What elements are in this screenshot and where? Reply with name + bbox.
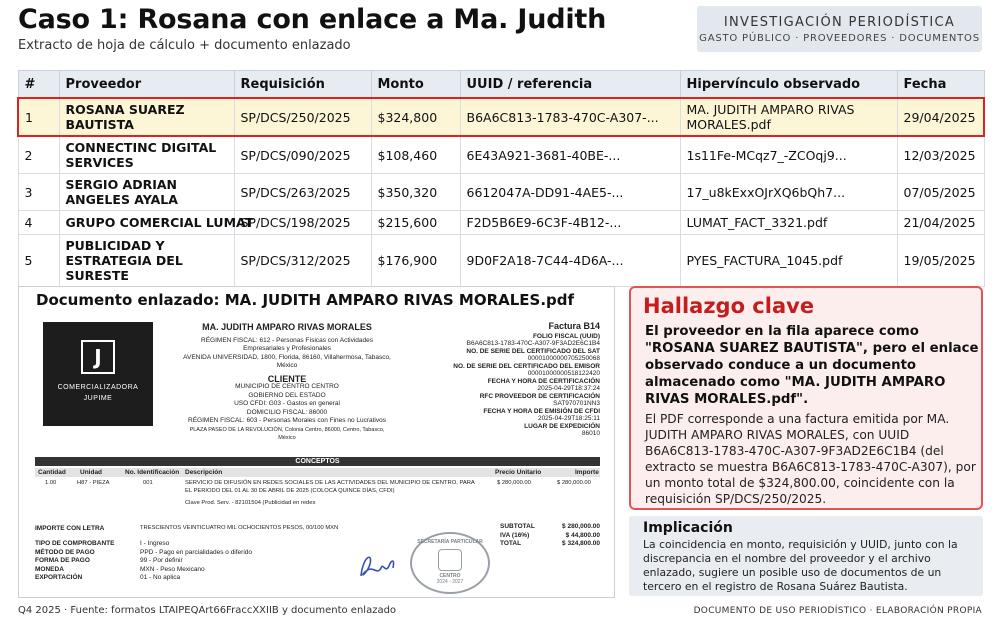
table-row xyxy=(18,136,984,174)
emit-date-value: 2025-04-29T18:25:11 xyxy=(537,415,600,422)
footer-credit: DOCUMENTO DE USO PERIODÍSTICO · ELABORACIÓN PROPIA xyxy=(693,606,982,616)
invoice-meta xyxy=(35,540,335,583)
meta-label: TIPO DE COMPROBANTE xyxy=(35,540,115,547)
provider-table xyxy=(17,70,985,287)
meta-value: MXN - Peso Mexicano xyxy=(140,565,205,573)
cell-link[interactable]: 17_u8kExxOJrXQ6bQh7... xyxy=(680,174,897,211)
logo-mark-icon xyxy=(81,340,115,374)
footer-source: Q4 2025 · Fuente: formatos LTAIPEQArt66FraccXXIIB y documento enlazado xyxy=(18,605,397,616)
total-label: SUBTOTAL xyxy=(500,523,535,530)
meta-label: MONEDA xyxy=(35,565,64,573)
cert-emisor-label: NO. DE SERIE DEL CERTIFICADO DEL EMISOR xyxy=(453,362,600,370)
key-finding-panel xyxy=(629,286,983,510)
invoice-number: Factura B14 xyxy=(548,321,600,331)
client-address: PLAZA PASEO DE LA REVOLUCIÓN, Colonia Centro, 86000, Centro, Tabasco, México xyxy=(189,426,385,441)
issuer-regime: RÉGIMEN FISCAL: 612 - Personas Físicas con Actividades Empresariales y Profesionales xyxy=(201,336,373,352)
cell-requisition: SP/DCS/312/2025 xyxy=(234,235,371,287)
cell-amount: $215,600 xyxy=(371,211,460,235)
cert-emisor-value: 00001000000518122420 xyxy=(527,370,600,377)
finding-heading: Hallazgo clave xyxy=(643,294,815,318)
cell-number: 2 xyxy=(18,136,59,174)
cell-date: 12/03/2025 xyxy=(897,136,984,174)
cell-link[interactable]: PYES_FACTURA_1045.pdf xyxy=(680,235,897,287)
client-label: CLIENTE xyxy=(267,373,307,384)
place-label: LUGAR DE EXPEDICIÓN xyxy=(524,422,600,430)
concept-amount: $ 280,000.00 xyxy=(557,480,591,486)
stamp-text: SECRETARÍA PARTICULAR xyxy=(417,539,483,545)
finding-body-text: El PDF corresponde a una factura emitida por MA. JUDITH AMPARO RIVAS MORALES, con UUID B6A6C813-1783-470C-A307-9F3AD2E6C1B4 (del extracto se muestra B6A6C813-1783-470C-A307), por un monto total de $324,800.00, coincidente con la requisición SP/DCS/250/2025. xyxy=(645,412,976,506)
folio-label: FOLIO FISCAL (UUID) xyxy=(532,332,600,340)
cert-date-label: FECHA Y HORA DE CERTIFICACIÓN xyxy=(487,377,600,385)
rfc-value: SAT970701NN3 xyxy=(553,400,600,407)
concept-col-amount: Importe xyxy=(575,469,599,476)
cell-requisition: SP/DCS/090/2025 xyxy=(234,136,371,174)
cell-provider: CONNECTINC DIGITAL SERVICES xyxy=(59,136,234,174)
invoice-totals xyxy=(500,523,600,549)
cell-date: 19/05/2025 xyxy=(897,235,984,287)
page-title: Caso 1: Rosana con enlace a Ma. Judith xyxy=(18,4,607,35)
table-row xyxy=(18,174,984,211)
concept-col-qty: Cantidad xyxy=(38,469,66,476)
cell-number: 3 xyxy=(18,174,59,211)
stamp-bottom: CENTRO xyxy=(439,573,461,579)
concept-desc: SERVICIO DE DIFUSIÓN EN REDES SOCIALES DE LAS ACTIVIDADES DEL MUNICIPIO DE CENTRO, PARA EL PERIODO DEL 01 AL 30 DE ABRIL DE 2025 (COLOCA QUINCE DÍAS, CFDI) xyxy=(185,480,475,494)
cell-link[interactable]: LUMAT_FACT_3321.pdf xyxy=(680,211,897,235)
meta-value: 99 - Por definir xyxy=(140,557,183,564)
column-header-requisition: Requisición xyxy=(234,71,371,99)
concept-note: Clave Prod. Serv. - 82101504 (Publicidad en redes xyxy=(185,500,316,506)
company-logo xyxy=(43,322,153,426)
concepts-header-row xyxy=(35,468,600,477)
column-header-link: Hipervínculo observado xyxy=(680,71,897,99)
meta-label: MÉTODO DE PAGO xyxy=(35,548,95,556)
cert-sat-value: 00001000000705250068 xyxy=(527,355,600,362)
meta-label: EXPORTACIÓN xyxy=(35,574,83,581)
issuer-name: MA. JUDITH AMPARO RIVAS MORALES xyxy=(202,322,372,332)
category-badge xyxy=(697,6,982,52)
client-regime: RÉGIMEN FISCAL: 603 - Personas Morales con Fines no Lucrativos xyxy=(188,417,386,424)
column-header-amount: Monto xyxy=(371,71,460,99)
cell-provider: GRUPO COMERCIAL LUMAT xyxy=(59,211,234,235)
cell-uuid: 6E43A921-3681-40BE-... xyxy=(460,136,680,174)
client-name: MUNICIPIO DE CENTRO CENTRO xyxy=(235,383,339,390)
cell-date: 07/05/2025 xyxy=(897,174,984,211)
client-cfdi: USO CFDI: G03 - Gastos en general xyxy=(234,400,340,407)
concept-qty: 1.00 xyxy=(45,480,57,486)
concept-col-price: Precio Unitario xyxy=(495,469,542,476)
table-row xyxy=(18,235,984,287)
total-label: IVA (16%) xyxy=(500,531,530,539)
total-value: $ 44,800.00 xyxy=(565,531,600,539)
logo-text: COMERCIALIZADORA JUPIME xyxy=(57,384,139,402)
column-header-provider: Proveedor xyxy=(59,71,234,99)
cell-provider: ROSANA SUAREZ BAUTISTA xyxy=(59,98,234,136)
finding-bold-text: El proveedor en la fila aparece como "ROSANA SUAREZ BAUTISTA", pero el enlace observado conduce a un documento almacenado como "MA. JUDITH AMPARO RIVAS MORALES.pdf". xyxy=(645,324,979,407)
signature-icon xyxy=(355,546,400,586)
invoice-image xyxy=(30,314,605,594)
cell-amount: $176,900 xyxy=(371,235,460,287)
badge-subtitle: GASTO PÚBLICO · PROVEEDORES · DOCUMENTOS xyxy=(699,33,980,44)
stamp-emblem-icon xyxy=(438,549,462,571)
amount-words: TRESCIENTOS VEINTICUATRO MIL OCHOCIENTOS PESOS, 00/100 MXN xyxy=(140,525,339,531)
cell-number: 5 xyxy=(18,235,59,287)
rfc-label: RFC PROVEEDOR DE CERTIFICACIÓN xyxy=(479,392,600,400)
cell-amount: $350,320 xyxy=(371,174,460,211)
implication-heading: Implicación xyxy=(643,520,733,536)
emit-date-label: FECHA Y HORA DE EMISIÓN DE CFDI xyxy=(483,407,600,415)
linked-document-title: Documento enlazado: MA. JUDITH AMPARO RIVAS MORALES.pdf xyxy=(36,291,575,309)
cell-link[interactable]: MA. JUDITH AMPARO RIVAS MORALES.pdf xyxy=(680,98,897,136)
meta-label: FORMA DE PAGO xyxy=(35,557,90,564)
cell-amount: $108,460 xyxy=(371,136,460,174)
stamp-years: 2024 - 2027 xyxy=(436,579,464,585)
table-row-highlighted xyxy=(18,98,984,136)
concept-unit: H87 - PIEZA xyxy=(77,480,110,486)
cell-requisition: SP/DCS/198/2025 xyxy=(234,211,371,235)
cell-requisition: SP/DCS/263/2025 xyxy=(234,174,371,211)
cell-number: 1 xyxy=(18,98,59,136)
concept-col-unit: Unidad xyxy=(80,469,103,476)
cell-uuid: 6612047A-DD91-4AE5-... xyxy=(460,174,680,211)
official-stamp xyxy=(410,532,490,594)
logo-letter: J xyxy=(94,345,102,369)
concept-row xyxy=(35,480,600,510)
place-value: 86010 xyxy=(581,430,600,437)
client-domicile: DOMICILIO FISCAL: 86000 xyxy=(246,408,328,416)
amount-words-label: IMPORTE CON LETRA xyxy=(35,525,105,532)
meta-value: 01 - No aplica xyxy=(140,574,181,581)
cell-uuid: F2D5B6E9-6C3F-4B12-... xyxy=(460,211,680,235)
cell-provider: PUBLICIDAD Y ESTRATEGIA DEL SURESTE xyxy=(59,235,234,287)
cell-date: 29/04/2025 xyxy=(897,98,984,136)
cell-uuid: B6A6C813-1783-470C-A307-... xyxy=(460,98,680,136)
column-header-uuid: UUID / referencia xyxy=(460,71,680,99)
cert-date-value: 2025-04-29T18:37:24 xyxy=(537,385,600,392)
cert-sat-label: NO. DE SERIE DEL CERTIFICADO DEL SAT xyxy=(466,347,600,355)
cell-provider: SERGIO ADRIAN ANGELES AYALA xyxy=(59,174,234,211)
badge-title: INVESTIGACIÓN PERIODÍSTICA xyxy=(723,15,956,30)
client-gov: GOBIERNO DEL ESTADO xyxy=(248,391,326,399)
table-row xyxy=(18,211,984,235)
cell-requisition: SP/DCS/250/2025 xyxy=(234,98,371,136)
total-value: $ 280,000.00 xyxy=(562,523,600,530)
total-value: $ 324,800.00 xyxy=(562,540,600,547)
cell-uuid: 9D0F2A18-7C44-4D6A-... xyxy=(460,235,680,287)
meta-value: I - Ingreso xyxy=(140,540,170,547)
cell-link[interactable]: 1s11Fe-MCqz7_-ZCOqj9... xyxy=(680,136,897,174)
cell-number: 4 xyxy=(18,211,59,235)
column-header-date: Fecha xyxy=(897,71,984,99)
concept-col-id: No. Identificación xyxy=(125,469,180,476)
concept-col-desc: Descripción xyxy=(185,469,223,476)
total-label: TOTAL xyxy=(500,540,522,547)
concept-id: 001 xyxy=(143,480,153,486)
implication-body-text: La coincidencia en monto, requisición y UUID, junto con la discrepancia en el nombre del proveedor y el archivo enlazado, sugiere un posible uso de documentos de un tercero en el registro de Rosana Suárez Bautista. xyxy=(643,538,958,593)
column-header-number: # xyxy=(18,71,59,99)
table-header-row xyxy=(18,71,984,99)
implication-panel xyxy=(629,516,983,596)
cell-date: 21/04/2025 xyxy=(897,211,984,235)
issuer-address: AVENIDA UNIVERSIDAD, 1800, Florida, 86160, Villahermosa, Tabasco, México xyxy=(183,353,391,369)
meta-value: PPD - Pago en parcialidades o diferido xyxy=(140,548,253,556)
concepts-bar: CONCEPTOS xyxy=(35,457,600,466)
page-subtitle: Extracto de hoja de cálculo + documento enlazado xyxy=(18,38,351,53)
folio-value: B6A6C813-1783-470C-A307-9F3AD2E6C1B4 xyxy=(466,340,600,347)
cell-amount: $324,800 xyxy=(371,98,460,136)
concept-price: $ 280,000.00 xyxy=(497,480,531,486)
